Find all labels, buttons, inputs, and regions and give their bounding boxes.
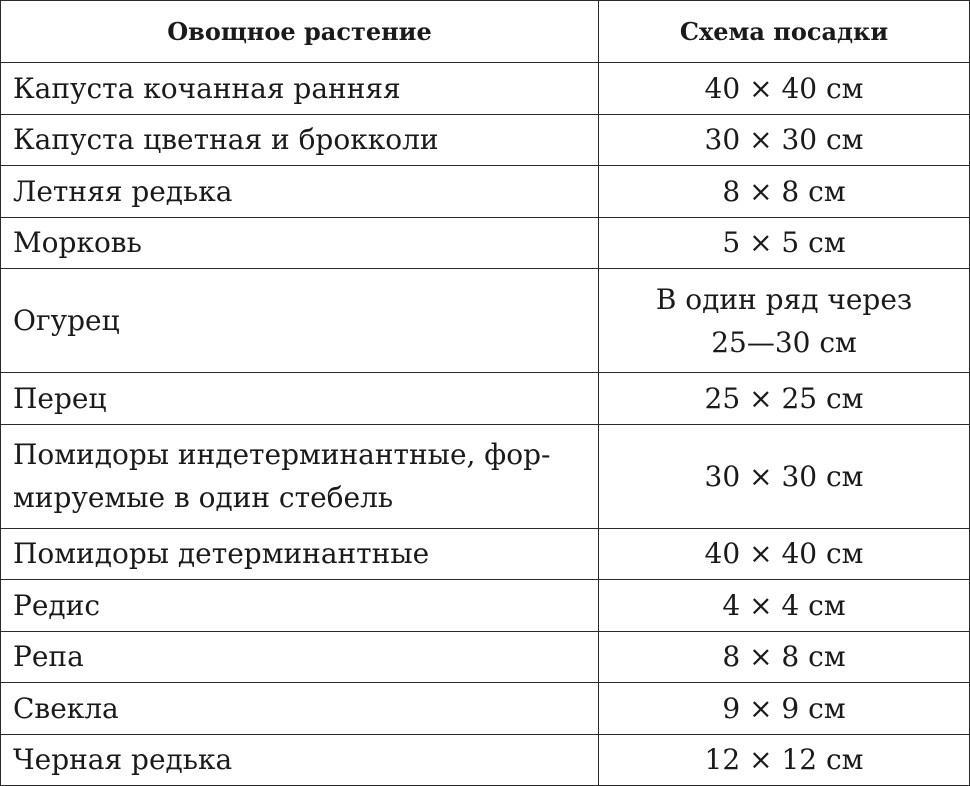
plant-cell: Помидоры детерминантные (1, 528, 599, 580)
scheme-cell: 40 × 40 см (599, 528, 970, 580)
table-row (1, 683, 970, 735)
scheme-cell: 12 × 12 см (599, 734, 970, 786)
table-row (1, 166, 970, 218)
table-row (1, 217, 970, 269)
table-row (1, 114, 970, 166)
plant-cell: Перец (1, 373, 599, 425)
scheme-cell: 9 × 9 см (599, 683, 970, 735)
plant-cell: Редис (1, 580, 599, 632)
table-row (1, 373, 970, 425)
scheme-cell: 40 × 40 см (599, 63, 970, 115)
table-row (1, 734, 970, 786)
scheme-cell: 30 × 30 см (599, 424, 970, 528)
header-scheme: Схема посадки (599, 1, 970, 63)
scheme-cell: 30 × 30 см (599, 114, 970, 166)
plant-cell: Огурец (1, 269, 599, 373)
plant-cell: Черная редька (1, 734, 599, 786)
plant-line-1: Помидоры индетерминантные, фор- (13, 438, 551, 471)
table-row (1, 528, 970, 580)
scheme-cell: 25 × 25 см (599, 373, 970, 425)
plant-cell: Капуста кочанная ранняя (1, 63, 599, 115)
table-row (1, 631, 970, 683)
table-header-row (1, 1, 970, 63)
scheme-cell: 8 × 8 см (599, 631, 970, 683)
scheme-cell (599, 269, 970, 373)
table-row (1, 63, 970, 115)
header-vegetable: Овощное растение (1, 1, 599, 63)
plant-cell: Репа (1, 631, 599, 683)
table-row (1, 424, 970, 528)
plant-cell: Морковь (1, 217, 599, 269)
plant-cell: Свекла (1, 683, 599, 735)
scheme-cell: 5 × 5 см (599, 217, 970, 269)
scheme-cell: 4 × 4 см (599, 580, 970, 632)
plant-cell (1, 424, 599, 528)
scheme-cell: 8 × 8 см (599, 166, 970, 218)
table-row (1, 580, 970, 632)
scheme-line-2: 25—30 см (711, 325, 857, 359)
plant-cell: Капуста цветная и брокколи (1, 114, 599, 166)
table-row (1, 269, 970, 373)
plant-cell: Летняя редька (1, 166, 599, 218)
plant-line-2: мируемые в один стебель (13, 481, 394, 514)
scheme-line-1: В один ряд через (655, 282, 913, 316)
